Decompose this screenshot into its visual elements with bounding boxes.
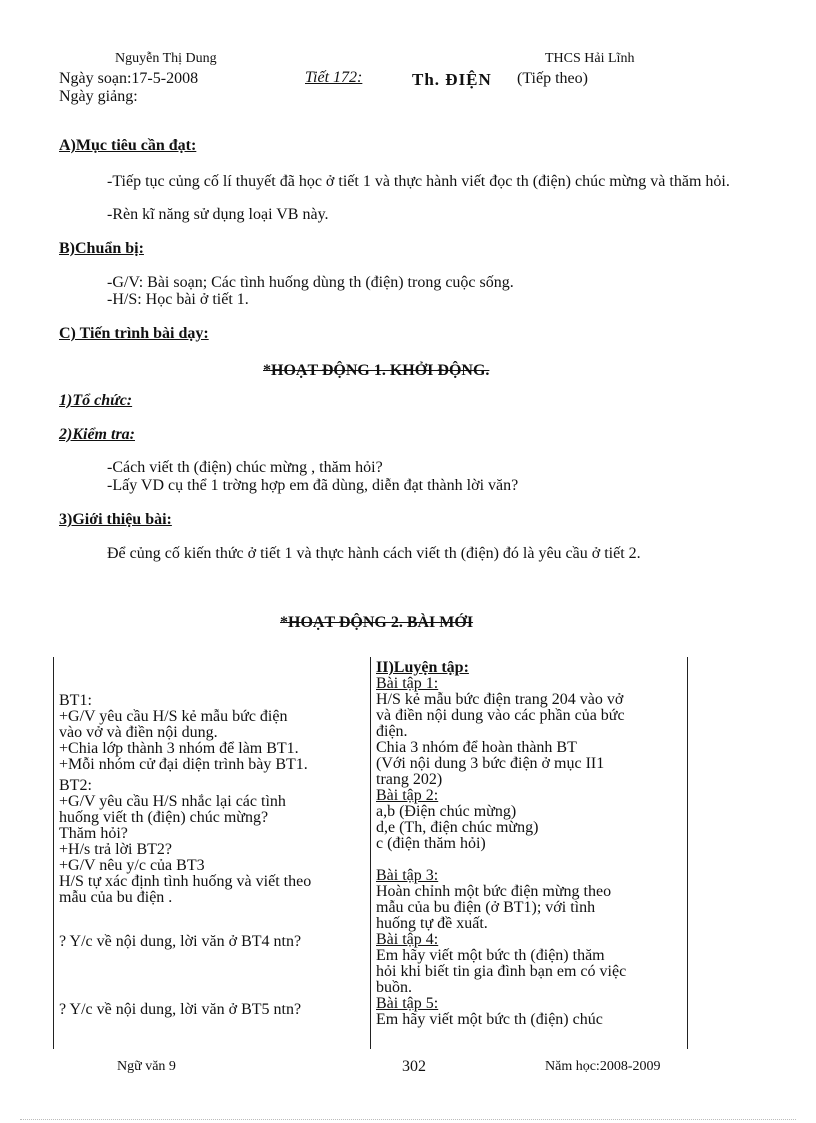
exercise1-line1: H/S kẻ mẫu bức điện trang 204 vào vở bbox=[376, 691, 624, 708]
check-heading: 2)Kiểm tra: bbox=[59, 426, 135, 443]
bt4-question: ? Y/c về nội dung, lời văn ở BT4 ntn? bbox=[59, 933, 302, 950]
exercise3-line1: Hoàn chỉnh một bức điện mừng theo bbox=[376, 883, 612, 900]
section-a-heading: A)Mục tiêu cần đạt: bbox=[59, 137, 197, 154]
practice-heading: II)Luyện tập: bbox=[376, 659, 469, 676]
exercise4-line1: Em hãy viết một bức th (điện) thăm bbox=[376, 947, 605, 964]
table-right-border bbox=[687, 657, 688, 1049]
bt3-line1: +G/V nêu y/c của BT3 bbox=[59, 857, 205, 874]
exercise1-line3: điện. bbox=[376, 723, 408, 740]
exercise3-title: Bài tập 3: bbox=[376, 867, 439, 884]
school-year: Năm học:2008-2009 bbox=[545, 1059, 661, 1074]
exercise4-title: Bài tập 4: bbox=[376, 931, 439, 948]
section-b-line1: -G/V: Bài soạn; Các tình huống dùng th (điện) trong cuộc sống. bbox=[107, 274, 514, 291]
bt2-line2: huống viết th (điện) chúc mừng? bbox=[59, 809, 269, 826]
exercise2-line1: a,b (Điện chúc mừng) bbox=[376, 803, 517, 820]
section-b-line2: -H/S: Học bài ở tiết 1. bbox=[107, 291, 249, 308]
bt2-line4: +H/s trả lời BT2? bbox=[59, 841, 173, 858]
section-a-line1: -Tiếp tục củng cố lí thuyết đã học ở tiết 1 và thực hành viết đọc th (điện) chúc mừng và thăm hỏi. bbox=[107, 173, 730, 190]
exercise3-line3: huống tự đề xuất. bbox=[376, 915, 488, 932]
table-left-column bbox=[59, 693, 364, 1018]
table-right-column bbox=[376, 660, 681, 1028]
check-question-1: -Cách viết th (điện) chúc mừng , thăm hỏi? bbox=[107, 459, 383, 476]
page-number: 302 bbox=[402, 1058, 426, 1075]
exercise2-line3: c (điện thăm hỏi) bbox=[376, 835, 486, 852]
bt1-line1: +G/V yêu cầu H/S kẻ mẫu bức điện bbox=[59, 708, 288, 725]
exercise1-title: Bài tập 1: bbox=[376, 675, 439, 692]
exercise1-line5: (Với nội dung 3 bức điện ở mục II1 bbox=[376, 755, 605, 772]
lesson-number: Tiết 172: bbox=[305, 69, 363, 86]
bt3-line3: mẫu của bu điện . bbox=[59, 889, 173, 906]
lesson-title: Th. ĐIỆN bbox=[412, 70, 492, 89]
table-middle-border bbox=[370, 657, 371, 1049]
bt2-line1: +G/V yêu cầu H/S nhắc lại các tình bbox=[59, 793, 286, 810]
exercise2-line2: d,e (Th, điện chúc mừng) bbox=[376, 819, 539, 836]
section-b-heading: B)Chuẩn bị: bbox=[59, 240, 144, 257]
footer-subject: Ngữ văn 9 bbox=[117, 1059, 176, 1074]
activity2-heading: *HOẠT ĐỘNG 2. BÀI MỚI bbox=[280, 614, 474, 631]
check-question-2: -Lấy VD cụ thể 1 trờng hợp em đã dùng, diễn đạt thành lời văn? bbox=[107, 477, 519, 494]
bt1-line2: vào vở và điền nội dung. bbox=[59, 724, 218, 741]
teaching-date: Ngày giảng: bbox=[59, 88, 138, 105]
exercise3-line2: mẫu của bu điện (ở BT1); với tình bbox=[376, 899, 596, 916]
exercise1-line2: và điền nội dung vào các phần của bức bbox=[376, 707, 625, 724]
exercise1-line6: trang 202) bbox=[376, 771, 443, 788]
exercise2-title: Bài tập 2: bbox=[376, 787, 439, 804]
organization-heading: 1)Tổ chức: bbox=[59, 392, 133, 409]
bt1-title: BT1: bbox=[59, 692, 92, 709]
bt2-line3: Thăm hỏi? bbox=[59, 825, 128, 842]
bt3-line2: H/S tự xác định tình huống và viết theo bbox=[59, 873, 312, 890]
section-c-heading: C) Tiến trình bài dạy: bbox=[59, 325, 209, 342]
exercise5-line1: Em hãy viết một bức th (điện) chúc bbox=[376, 1011, 603, 1028]
page-bottom-dotted-line bbox=[20, 1119, 796, 1120]
exercise1-line4: Chia 3 nhóm để hoàn thành BT bbox=[376, 739, 577, 756]
bt5-question: ? Y/c về nội dung, lời văn ở BT5 ntn? bbox=[59, 1001, 302, 1018]
author-name: Nguyễn Thị Dung bbox=[115, 51, 217, 66]
exercise5-title: Bài tập 5: bbox=[376, 995, 439, 1012]
exercise4-line2: hỏi khi biết tin gia đình bạn em có việc bbox=[376, 963, 627, 980]
intro-paragraph: Để củng cố kiến thức ở tiết 1 và thực hành cách viết th (điện) đó là yêu cầu ở tiết 2. bbox=[107, 545, 641, 562]
section-a-line2: -Rèn kĩ năng sử dụng loại VB này. bbox=[107, 206, 329, 223]
activity1-heading: *HOẠT ĐỘNG 1. KHỞI ĐỘNG. bbox=[263, 362, 490, 379]
preparation-date: Ngày soạn:17-5-2008 bbox=[59, 70, 199, 87]
bt1-line3: +Chia lớp thành 3 nhóm để làm BT1. bbox=[59, 740, 299, 757]
intro-heading: 3)Giới thiệu bài: bbox=[59, 511, 172, 528]
exercise4-line3: buồn. bbox=[376, 979, 412, 996]
bt1-line4: +Mỗi nhóm cử đại diện trình bày BT1. bbox=[59, 756, 308, 773]
table-left-border bbox=[53, 657, 54, 1049]
bt2-title: BT2: bbox=[59, 777, 92, 794]
school-name: THCS Hải Lĩnh bbox=[545, 51, 635, 66]
lesson-title-suffix: (Tiếp theo) bbox=[517, 70, 588, 87]
